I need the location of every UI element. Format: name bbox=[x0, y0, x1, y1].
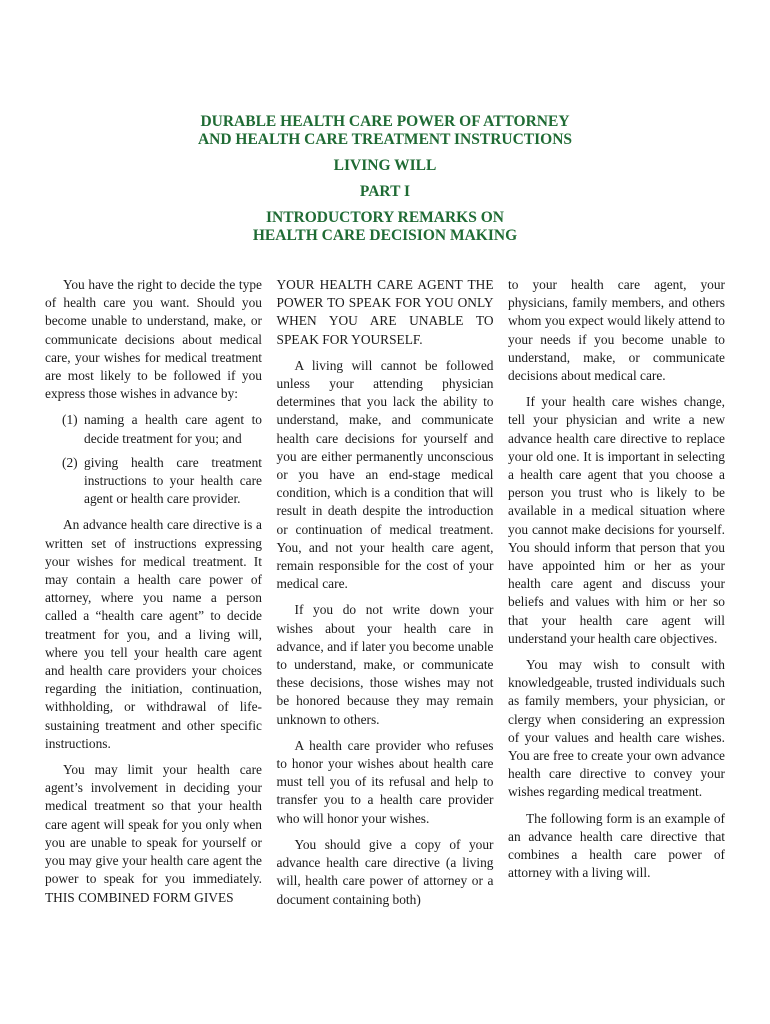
paragraph: You may limit your health care agent’s involvement in deciding your medical treatment so that your health care agent will speak for you only when you are unable to speak for yourself or you may give your health care agent the power to speak for you immediately. THIS COMBINED FORM GIVES bbox=[45, 762, 262, 905]
paragraph: The following form is an example of an advance health care directive that combines a health care power of attorney with a living will. bbox=[508, 810, 725, 881]
paragraph: If your health care wishes change, tell your physician and write a new advance health care directive to replace your old one. It is important in selecting a health care agent that you choose a person you trust who is likely to be available in a medical situation where you cannot make decisions for yourself. You should inform that person that you have appointed him or her as your health care agent and discuss your beliefs and values with him or her so that your health care agent will understand your health care objectives. bbox=[508, 394, 725, 646]
paragraph: You may wish to consult with knowledgeable, trusted individuals such as family members, your physician, or clergy when considering an expression of your values and health care wishes. You are free to create your own advance health care directive to convey your wishes regarding medical treatment. bbox=[508, 657, 725, 800]
living-will-heading: LIVING WILL bbox=[333, 157, 437, 174]
paragraph: to your health care agent, your physicians, family members, and others whom you expect would likely attend to your needs if you become unable to understand, make, or communicate decisions about medical care. bbox=[508, 277, 725, 384]
part-heading: PART I bbox=[359, 183, 411, 200]
list-item bbox=[45, 411, 262, 447]
list-item-number: (2) bbox=[62, 454, 78, 470]
paragraph: You have the right to decide the type of health care you want. Should you become unable to understand, make, or communicate decisions about medical care, your wishes for medical treatment are most likely to be followed if you express those wishes in advance by: bbox=[45, 277, 262, 402]
numbered-list bbox=[45, 411, 262, 508]
list-item bbox=[45, 454, 262, 509]
paragraph: YOUR HEALTH CARE AGENT THE POWER TO SPEAK FOR YOU ONLY WHEN YOU ARE UNABLE TO SPEAK FOR YOURSELF. bbox=[276, 277, 494, 347]
list-item-number: (1) bbox=[62, 412, 78, 428]
title-line-2: AND HEALTH CARE TREATMENT INSTRUCTIONS bbox=[197, 131, 573, 148]
paragraph: You should give a copy of your advance health care directive (a living will, health care power of attorney or a document containing both) bbox=[276, 836, 494, 907]
title-line-1: DURABLE HEALTH CARE POWER OF ATTORNEY bbox=[200, 113, 570, 130]
column-1 bbox=[45, 276, 262, 917]
section-heading-line-2: HEALTH CARE DECISION MAKING bbox=[252, 227, 518, 244]
paragraph: An advance health care directive is a written set of instructions expressing your wishes for medical treatment. It may contain a health care power of attorney, where you name a person called a “health care agent” to decide treatment for you, and a living will, where you tell your health care agent and health care providers your choices regarding the initiation, continuation, withholding, or withdrawal of life-sustaining treatment and other specific instructions. bbox=[45, 517, 262, 751]
list-item-text: giving health care treatment instructions to your health care agent or health care provider. bbox=[84, 454, 262, 507]
list-item-text: naming a health care agent to decide treatment for you; and bbox=[84, 412, 262, 446]
body-columns bbox=[45, 276, 725, 917]
column-3 bbox=[508, 276, 725, 917]
document-heading bbox=[0, 113, 770, 245]
paragraph: A living will cannot be followed unless your attending physician determines that you lack the ability to understand, make, and communicate health care decisions for yourself and you are either permanently unconscious or you have an end-stage medical condition, which is a condition that will result in death despite the introduction or continuation of medical treatment. You, and not your health care agent, remain responsible for the cost of your medical care. bbox=[276, 357, 494, 592]
column-2 bbox=[277, 276, 494, 917]
section-heading-line-1: INTRODUCTORY REMARKS ON bbox=[265, 209, 504, 226]
paragraph: A health care provider who refuses to honor your wishes about health care must tell you of its refusal and help to transfer you to a health care provider who will honor your wishes. bbox=[276, 737, 494, 826]
paragraph: If you do not write down your wishes about your health care in advance, and if later you become unable to understand, make, or communicate these decisions, those wishes may not be honored because they may remain unknown to others. bbox=[276, 602, 494, 727]
